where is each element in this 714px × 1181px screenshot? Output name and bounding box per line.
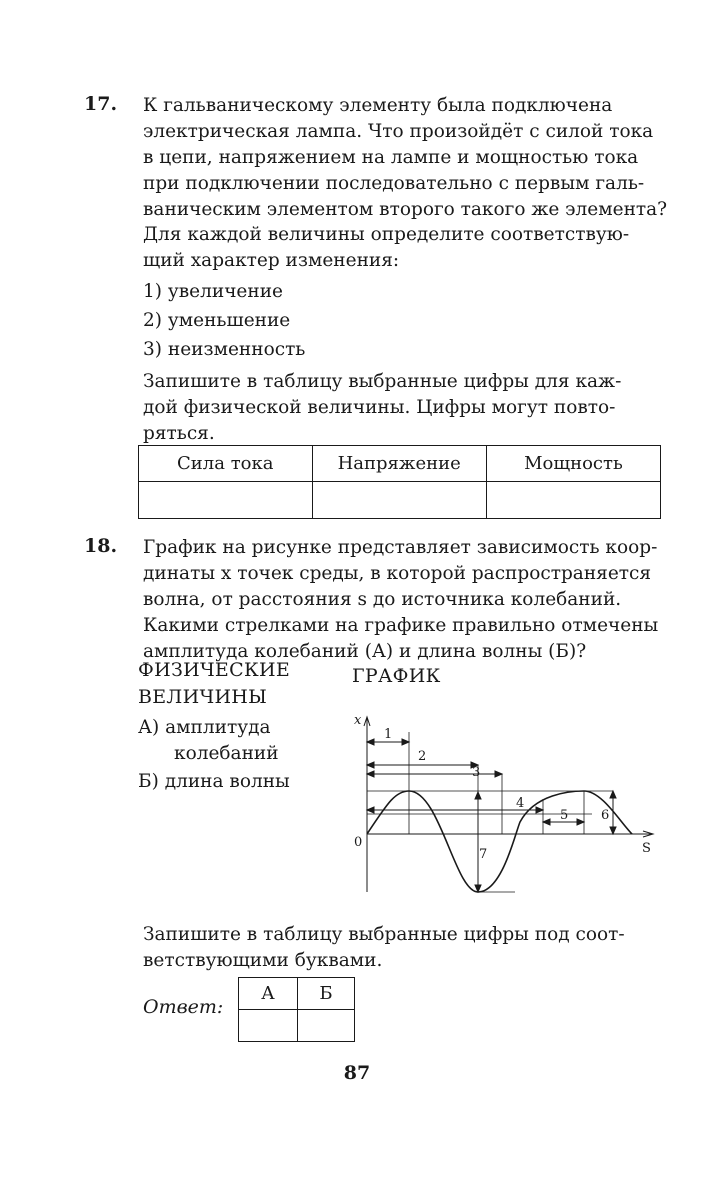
arrow-label-3: 3: [472, 765, 481, 780]
answer-cell-voltage[interactable]: [312, 482, 486, 519]
q18-number: 18.: [84, 535, 118, 557]
graph-header: ГРАФИК: [352, 665, 441, 687]
q18-line: График на рисунке представляет зависимость коор-: [143, 537, 658, 558]
q17-line: ваническим элементом второго такого же элемента?: [143, 199, 668, 220]
q17-line: в цепи, напряжением на лампе и мощностью тока: [143, 147, 639, 168]
q18-line: динаты x точек среды, в которой распространяется: [143, 563, 652, 584]
q17-line: при подключении последовательно с первым галь-: [143, 173, 645, 194]
answer-label: Ответ:: [143, 996, 224, 1018]
q17-answer-table: [138, 445, 661, 519]
answer-cell-a[interactable]: [239, 1010, 298, 1042]
q18-answer-table: [238, 977, 355, 1042]
table-header-voltage: Напряжение: [312, 446, 486, 482]
quantity-text-continued: колебаний: [174, 743, 279, 764]
quantity-letter: А): [138, 717, 160, 738]
q17-line: К гальваническому элементу была подключена: [143, 95, 613, 116]
q17-write-line: дой физической величины. Цифры могут повто-: [143, 397, 616, 418]
wave-graph: [340, 712, 660, 902]
arrow-label-4: 4: [516, 796, 525, 811]
q18-text: [143, 535, 661, 665]
q17-write-line: Запишите в таблицу выбранные цифры для каж-: [143, 371, 622, 392]
arrow-label-5: 5: [560, 808, 569, 823]
arrow-label-7: 7: [479, 847, 488, 862]
option-item: 3) неизменность: [143, 339, 306, 360]
origin-label: 0: [354, 835, 363, 850]
header-line: ВЕЛИЧИНЫ: [138, 686, 268, 708]
sine-curve: [367, 791, 632, 892]
quantity-text: амплитуда: [165, 717, 271, 738]
header-line: ФИЗИЧЕСКИЕ: [138, 659, 290, 681]
s-axis-label: S: [642, 841, 651, 856]
quantity-letter: Б): [138, 771, 159, 792]
q18-write-instruction: [143, 922, 661, 974]
q17-text: [143, 93, 668, 223]
q18-write-line: Запишите в таблицу выбранные цифры под соот-: [143, 924, 625, 945]
page-number: 87: [343, 1062, 371, 1084]
physical-quantities-header: [138, 657, 290, 711]
quantity-item: [138, 715, 290, 741]
answer-header-b: Б: [298, 978, 355, 1010]
q17-number: 17.: [84, 93, 118, 115]
answer-cell-power[interactable]: [486, 482, 660, 519]
answer-header-a: А: [239, 978, 298, 1010]
quantities-list: [138, 715, 290, 795]
q17-options: [143, 279, 305, 363]
q18-line: Какими стрелками на графике правильно отмечены: [143, 615, 659, 636]
x-axis-label: x: [354, 713, 362, 728]
table-header-power: Мощность: [486, 446, 660, 482]
q17-write-line: ряться.: [143, 423, 215, 444]
q17-instruction-line: щий характер изменения:: [143, 250, 400, 271]
q18-write-line: ветствующими буквами.: [143, 950, 383, 971]
q17-write-instruction: [143, 369, 661, 447]
table-header-current: Сила тока: [139, 446, 313, 482]
q17-line: электрическая лампа. Что произойдёт с силой тока: [143, 121, 654, 142]
q18-line: амплитуда колебаний (А) и длина волны (Б)?: [143, 641, 587, 662]
option-item: 2) уменьшение: [143, 310, 291, 331]
q17-instruction: [143, 222, 661, 274]
quantity-text: длина волны: [164, 771, 290, 792]
answer-cell-b[interactable]: [298, 1010, 355, 1042]
q17-instruction-line: Для каждой величины определите соответствую-: [143, 224, 630, 245]
quantity-item: [138, 769, 290, 795]
answer-cell-current[interactable]: [139, 482, 313, 519]
option-item: 1) увеличение: [143, 281, 283, 302]
arrow-label-6: 6: [601, 808, 610, 823]
arrow-label-1: 1: [384, 727, 393, 742]
arrow-label-2: 2: [418, 749, 427, 764]
q18-line: волна, от расстояния s до источника колебаний.: [143, 589, 622, 610]
